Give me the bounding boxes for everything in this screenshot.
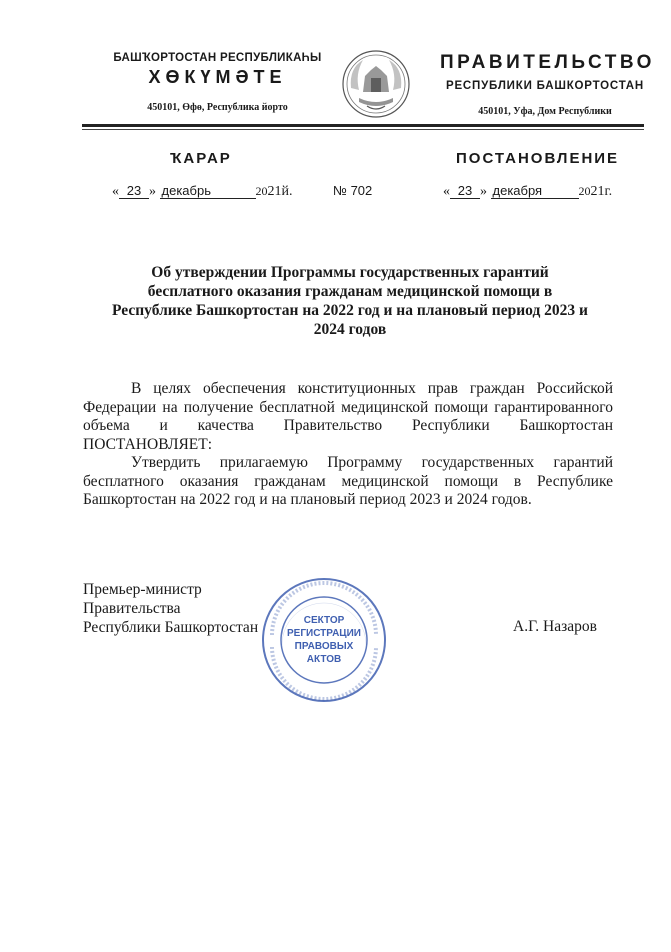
header-russian	[440, 52, 655, 117]
header-russian-address: 450101, Уфа, Дом Республики	[478, 106, 612, 117]
signatory-line-2: Правительства	[83, 600, 181, 617]
date-open-quote: «	[112, 184, 119, 199]
decree-kind-russian: ПОСТАНОВЛЕНИЕ	[456, 150, 620, 167]
coat-of-arms-icon	[341, 48, 411, 120]
date-day: 23	[450, 183, 480, 199]
date-year-suffix: 21	[590, 184, 605, 199]
header-divider-thin	[82, 129, 644, 130]
body-paragraph-2: Утвердить прилагаемую Программу государственных гарантий бесплатного оказания гражданам медицинской помощи в Республике Башкортостан на 2022 год и на плановый период 2023 и 2024 годов.	[83, 454, 613, 508]
header-bashkir	[100, 52, 335, 113]
decree-number	[333, 183, 372, 198]
header-bashkir-government: ХӨКҮМӘТЕ	[148, 67, 287, 87]
decree-number-value: 702	[350, 183, 373, 198]
stamp-line-1: СЕКТОР	[303, 615, 345, 626]
date-year-prefix: 20	[255, 184, 268, 198]
date-day: 23	[119, 183, 149, 199]
date-suffix: г.	[604, 184, 613, 199]
decree-kind-bashkir: ҠАРАР	[170, 150, 232, 167]
decree-number-label: №	[333, 183, 347, 198]
stamp-line-3: ПРАВОВЫХ	[294, 641, 354, 652]
signatory-line-3: Республики Башкортостан	[83, 619, 259, 636]
date-close-quote: »	[480, 184, 487, 199]
signatory-line-1: Премьер-министр	[83, 581, 202, 598]
date-open-quote: «	[443, 184, 450, 199]
registration-stamp-icon	[258, 575, 390, 705]
date-suffix: й.	[281, 184, 293, 199]
header-bashkir-address: 450101, Өфө, Республика йорто	[147, 102, 288, 113]
document-body	[83, 380, 613, 510]
header-divider-thick	[82, 124, 644, 127]
header-bashkir-republic: БАШҠОРТОСТАН РЕСПУБЛИКАҺЫ	[113, 52, 322, 64]
date-year-suffix: 21	[267, 184, 282, 199]
signatory-title	[83, 580, 258, 637]
stamp-line-2: РЕГИСТРАЦИИ	[287, 628, 361, 639]
header-russian-government: ПРАВИТЕЛЬСТВО	[440, 52, 655, 73]
date-year-prefix: 20	[578, 184, 591, 198]
signatory-name: А.Г. Назаров	[513, 618, 597, 635]
date-russian	[443, 183, 612, 200]
header-russian-republic: РЕСПУБЛИКИ БАШКОРТОСТАН	[445, 80, 645, 92]
date-bashkir	[112, 183, 293, 200]
document-title: Об утверждении Программы государственных гарантий бесплатного оказания гражданам медицинской помощи в Республике Башкортостан на 2022 год и на плановый период 2023 и 2024 годов	[112, 264, 588, 338]
date-close-quote: »	[149, 184, 156, 199]
body-paragraph-1: В целях обеспечения конституционных прав граждан Российской Федерации на получение бесплатной медицинской помощи гарантированного объема и качества Правительство Республики Башкортостан ПОСТАНОВЛЯЕТ:	[83, 380, 613, 453]
stamp-line-4: АКТОВ	[306, 654, 342, 665]
date-month: декабря	[491, 183, 579, 199]
date-month: декабрь	[160, 183, 256, 199]
